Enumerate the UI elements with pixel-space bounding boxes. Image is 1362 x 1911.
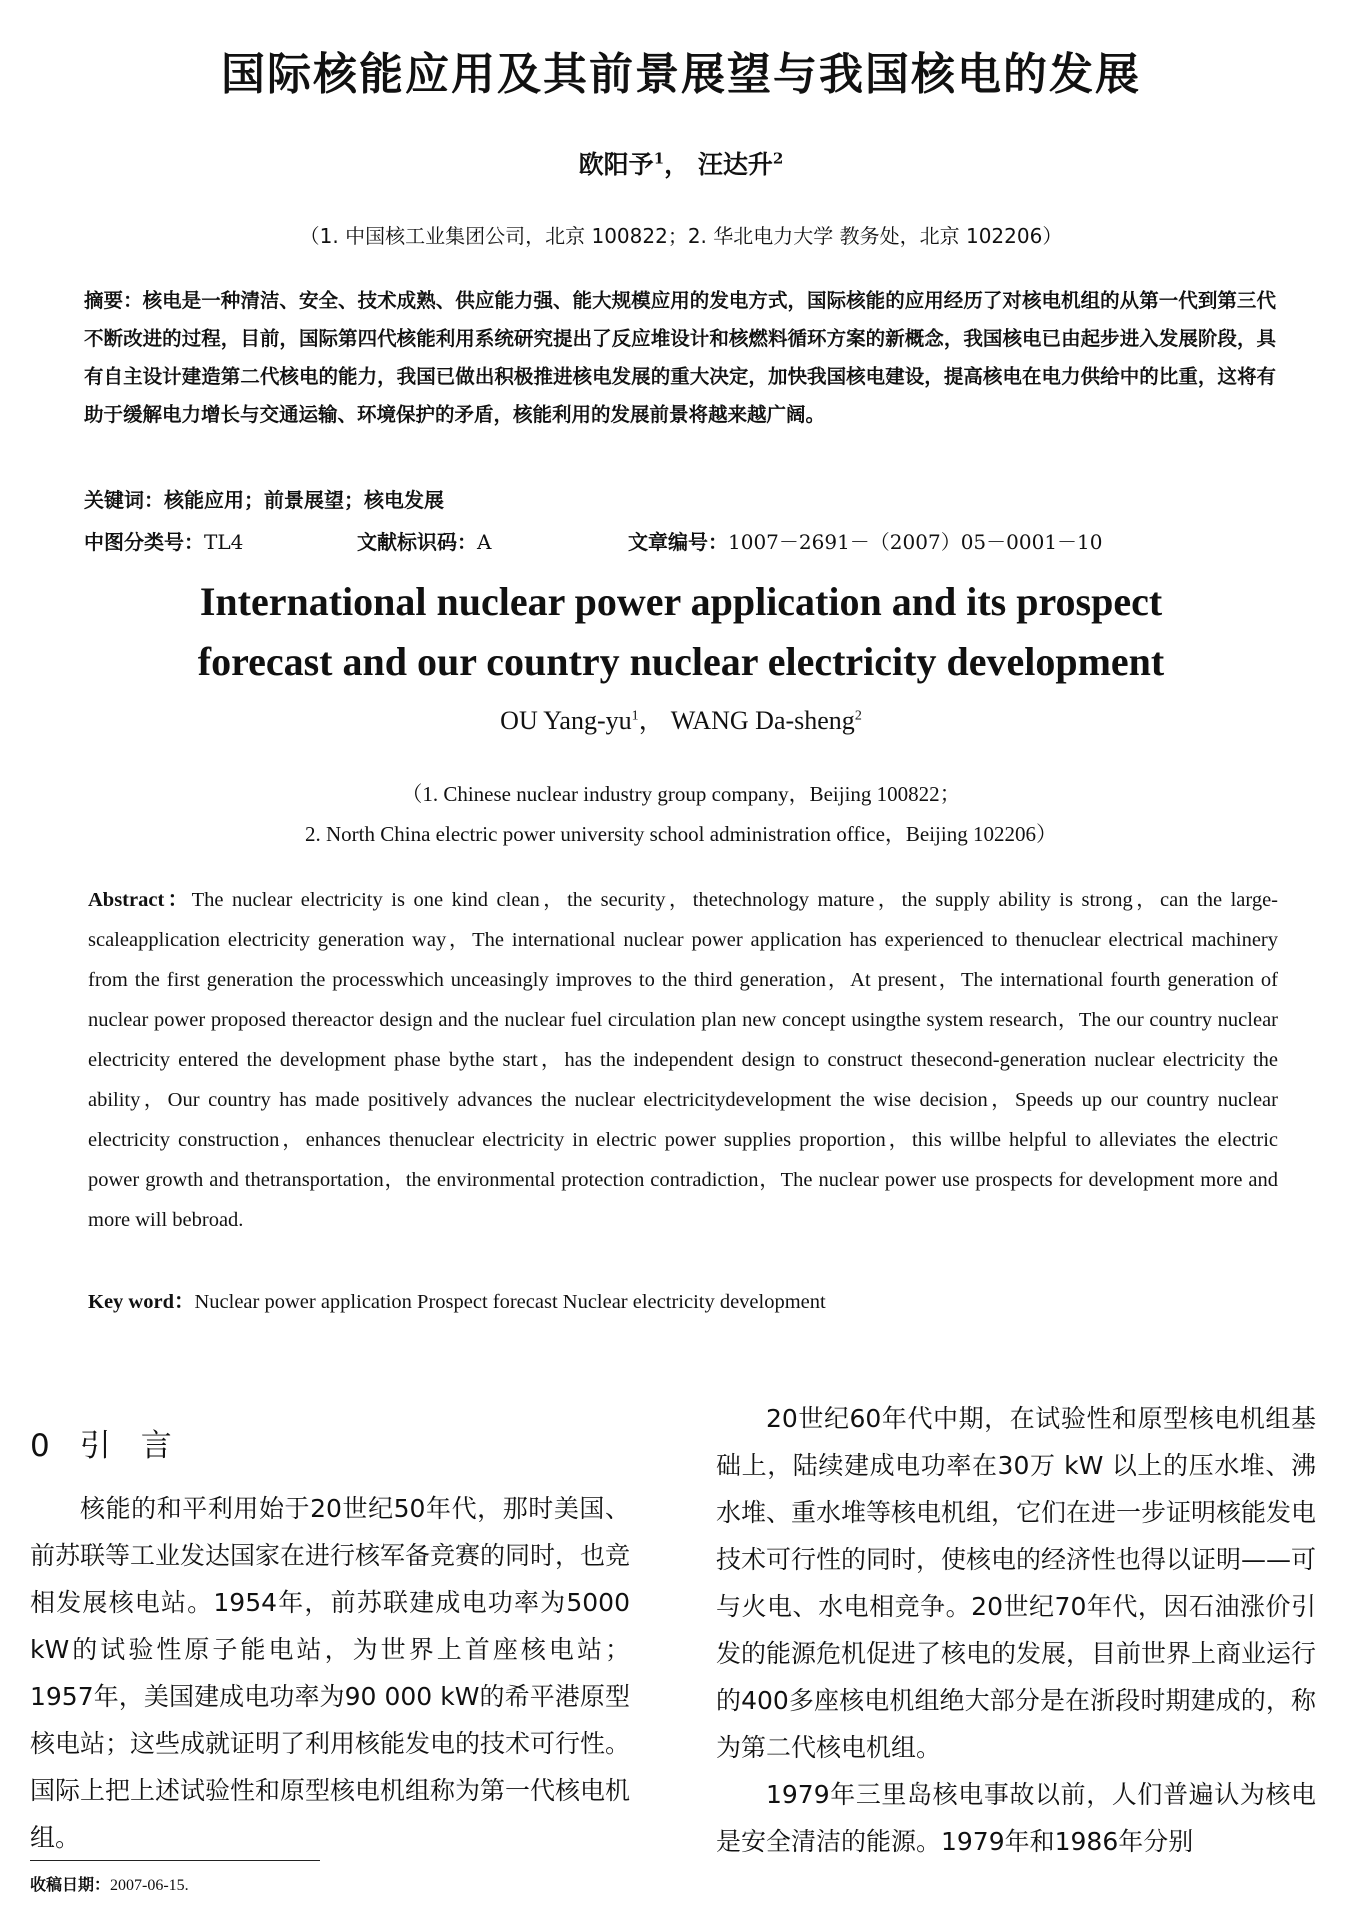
en-author-separator: ， xyxy=(638,706,665,735)
author-1-sup: 1 xyxy=(653,149,665,168)
english-keywords xyxy=(88,1284,826,1314)
english-title-line-2: forecast and our country nuclear electricity development xyxy=(197,639,1165,684)
author-1-name: 欧阳予 xyxy=(578,150,654,179)
received-date xyxy=(30,1872,189,1895)
chinese-keywords xyxy=(84,484,444,513)
footnote-rule xyxy=(30,1860,320,1861)
english-title-line-1: International nuclear power application and its prospect xyxy=(199,579,1163,624)
chinese-abstract-label: 摘要： xyxy=(84,289,143,312)
document-code: 文献标识码：A xyxy=(357,530,492,554)
article-number: 文章编号：1007－2691－（2007）05－0001－10 xyxy=(628,530,1103,554)
received-label: 收稿日期： xyxy=(30,1875,111,1894)
english-affiliation-line-1: （1. Chinese nuclear industry group company，Beijing 100822； xyxy=(401,782,961,806)
left-column xyxy=(30,1485,630,1861)
en-author-2-sup: 2 xyxy=(854,708,862,724)
english-abstract-text: The nuclear electricity is one kind clean，the security，thetechnology mature，the supply ability is strong，can the large-scaleapplication electricity generation way，The international nuclear power application has experienced to thenuclear electrical machinery from the first generation the processwhich unceasingly improves to the third generation，At present，The international fourth generation of nuclear power proposed thereactor design and the nuclear fuel circulation plan new concept usingthe system research，The our country nuclear electricity entered the development phase bythe start，has the independent design to construct thesecond-generation nuclear electricity the ability，Our country has made positively advances the nuclear electricitydevelopment the wise decision，Speeds up our country nuclear electricity construction，enhances thenuclear electricity in electric power supplies proportion，this willbe helpful to alleviates the electric power growth and thetransportation，the environmental protection contradiction，The nuclear power use prospects for development more and more will bebroad. xyxy=(88,889,1278,1231)
section-title-char-2: 言 xyxy=(140,1428,176,1464)
right-column xyxy=(716,1395,1316,1865)
chinese-keywords-text: 核能应用；前景展望；核电发展 xyxy=(164,488,444,512)
right-paragraph-2: 1979年三里岛核电事故以前，人们普遍认为核电是安全清洁的能源。1979年和1986年分别 xyxy=(716,1780,1316,1856)
right-paragraph-1: 20世纪60年代中期，在试验性和原型核电机组基础上，陆续建成电功率在30万 kW 以上的压水堆、沸水堆、重水堆等核电机组，它们在进一步证明核能发电技术可行性的同时，使核电的经济性也得以证明——可与火电、水电相竞争。20世纪70年代，因石油涨价引发的能源危机促进了核电的发展，目前世界上商业运行的400多座核电机组绝大部分是在浙段时期建成的，称为第二代核电机组。 xyxy=(716,1404,1317,1762)
received-value: 2007-06-15. xyxy=(110,1877,189,1894)
english-keywords-text: Nuclear power application Prospect forecast Nuclear electricity development xyxy=(194,1291,826,1313)
clc-number: 中图分类号：TL4 xyxy=(84,530,244,554)
en-author-1-sup: 1 xyxy=(631,708,639,724)
chinese-abstract-text: 核电是一种清洁、安全、技术成熟、供应能力强、能大规模应用的发电方式，国际核能的应用经历了对核电机组的从第一代到第三代不断改进的过程，目前，国际第四代核能利用系统研究提出了反应堆设计和核燃料循环方案的新概念，我国核电已由起步进入发展阶段，具有自主设计建造第二代核电的能力，我国已做出积极推进核电发展的重大决定，加快我国核电建设，提高核电在电力供给中的比重，这将有助于缓解电力增长与交通运输、环境保护的矛盾，核能利用的发展前景将越来越广阔。 xyxy=(84,289,1276,426)
english-authors xyxy=(0,700,1362,737)
section-number: 0 xyxy=(30,1428,54,1464)
chinese-abstract xyxy=(84,282,1276,434)
en-author-1-name: OU Yang-yu xyxy=(500,706,632,735)
english-affiliations xyxy=(0,774,1362,854)
author-separator: ， xyxy=(664,150,690,179)
chinese-keywords-label: 关键词： xyxy=(84,488,164,512)
english-abstract-label: Abstract： xyxy=(88,889,192,911)
english-abstract xyxy=(88,880,1278,1240)
author-2-name: 汪达升 xyxy=(697,150,773,179)
en-author-2-name: WANG Da-sheng xyxy=(670,706,855,735)
left-paragraph-1: 核能的和平利用始于20世纪50年代，那时美国、前苏联等工业发达国家在进行核军备竞赛的同时，也竞相发展核电站。1954年，前苏联建成电功率为5000 kW的试验性原子能电站，为世界上首座核电站；1957年，美国建成电功率为90 000 kW的希平港原型核电站；这些成就证明了利用核能发电的技术可行性。国际上把上述试验性和原型核电机组称为第一代核电机组。 xyxy=(30,1494,631,1852)
section-heading xyxy=(30,1420,176,1465)
chinese-title: 国际核能应用及其前景展望与我国核电的发展 xyxy=(221,49,1141,100)
section-title-char-1: 引 xyxy=(79,1428,115,1464)
english-title xyxy=(0,572,1362,692)
english-affiliation-line-2: 2. North China electric power university school administration office，Beijing 102206） xyxy=(305,822,1057,846)
chinese-authors xyxy=(0,145,1362,181)
author-2-sup: 2 xyxy=(772,149,784,168)
chinese-affiliations: （1. 中国核工业集团公司，北京 100822；2. 华北电力大学 教务处，北京 102206） xyxy=(299,224,1063,248)
english-keywords-label: Key word： xyxy=(88,1291,195,1313)
